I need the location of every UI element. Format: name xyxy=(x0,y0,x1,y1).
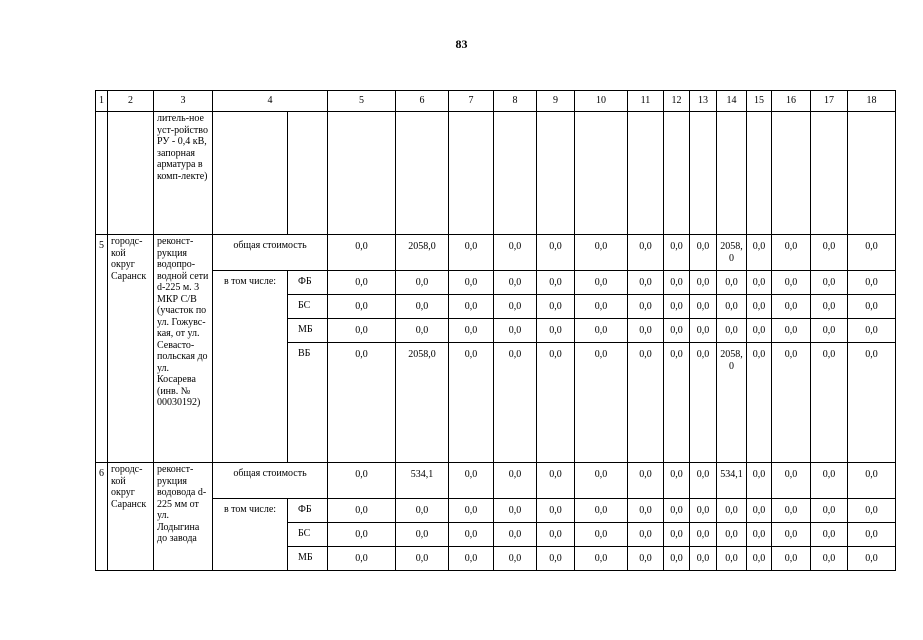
value-cell: 0,0 xyxy=(494,523,537,547)
source-row xyxy=(96,499,896,523)
value-cell: 0,0 xyxy=(772,463,811,499)
value-cell: 0,0 xyxy=(328,295,396,319)
funding-source-label: ФБ xyxy=(288,499,328,523)
empty-cell xyxy=(213,112,288,235)
continuation-row xyxy=(96,112,896,235)
value-cell: 0,0 xyxy=(747,235,772,271)
value-cell: 0,0 xyxy=(494,547,537,571)
value-cell: 0,0 xyxy=(396,319,449,343)
value-cell: 0,0 xyxy=(811,235,848,271)
value-cell: 0,0 xyxy=(811,319,848,343)
header-cell: 14 xyxy=(717,91,747,112)
value-cell: 0,0 xyxy=(494,271,537,295)
value-cell: 0,0 xyxy=(747,523,772,547)
value-cell: 0,0 xyxy=(575,523,628,547)
value-cell: 0,0 xyxy=(449,463,494,499)
value-cell: 0,0 xyxy=(848,235,896,271)
value-cell: 0,0 xyxy=(449,523,494,547)
value-cell: 0,0 xyxy=(537,463,575,499)
value-cell: 0,0 xyxy=(690,343,717,463)
value-cell: 0,0 xyxy=(664,463,690,499)
value-cell: 0,0 xyxy=(664,523,690,547)
value-cell: 0,0 xyxy=(628,343,664,463)
header-cell: 16 xyxy=(772,91,811,112)
header-cell: 1 xyxy=(96,91,108,112)
funding-source-label: МБ xyxy=(288,547,328,571)
value-cell: 2058,0 xyxy=(396,235,449,271)
value-cell: 0,0 xyxy=(575,499,628,523)
value-cell: 0,0 xyxy=(537,547,575,571)
value-cell: 0,0 xyxy=(575,235,628,271)
empty-cell xyxy=(848,112,896,235)
value-cell: 0,0 xyxy=(537,295,575,319)
value-cell: 0,0 xyxy=(628,499,664,523)
object-description: реконст-рукция водопро-водной сети d-225 м. 3 МКР С/В (участок по ул. Гожувс-кая, от ул. Севасто-польская до ул. Косарева (инв. № 00030192) xyxy=(154,235,213,463)
empty-cell xyxy=(108,112,154,235)
value-cell: 0,0 xyxy=(848,523,896,547)
header-cell: 4 xyxy=(213,91,328,112)
value-cell: 0,0 xyxy=(449,547,494,571)
value-cell: 0,0 xyxy=(811,499,848,523)
value-cell: 0,0 xyxy=(747,271,772,295)
value-cell: 0,0 xyxy=(537,523,575,547)
empty-cell xyxy=(717,112,747,235)
value-cell: 0,0 xyxy=(811,271,848,295)
value-cell: 0,0 xyxy=(494,463,537,499)
value-cell: 0,0 xyxy=(690,235,717,271)
value-cell: 0,0 xyxy=(811,523,848,547)
funding-source-label: ВБ xyxy=(288,343,328,463)
value-cell: 0,0 xyxy=(628,463,664,499)
municipality-cell: городс-кой округ Саранск xyxy=(108,463,154,571)
value-cell: 0,0 xyxy=(690,463,717,499)
value-cell: 0,0 xyxy=(449,499,494,523)
value-cell: 0,0 xyxy=(396,547,449,571)
funding-source-label: БС xyxy=(288,295,328,319)
empty-cell xyxy=(664,112,690,235)
object-description: литель-ное уст-ройство РУ - 0,4 кВ, запорная арматура в комп-лекте) xyxy=(154,112,213,235)
value-cell: 0,0 xyxy=(717,271,747,295)
value-cell: 0,0 xyxy=(772,235,811,271)
empty-cell xyxy=(449,112,494,235)
empty-cell xyxy=(772,112,811,235)
value-cell: 0,0 xyxy=(664,235,690,271)
value-cell: 0,0 xyxy=(328,463,396,499)
header-cell: 3 xyxy=(154,91,213,112)
header-cell: 9 xyxy=(537,91,575,112)
header-cell: 12 xyxy=(664,91,690,112)
value-cell: 0,0 xyxy=(328,547,396,571)
value-cell: 0,0 xyxy=(575,271,628,295)
value-cell: 0,0 xyxy=(449,343,494,463)
empty-cell xyxy=(328,112,396,235)
value-cell: 0,0 xyxy=(717,295,747,319)
empty-cell xyxy=(396,112,449,235)
funding-source-label: МБ xyxy=(288,319,328,343)
total-cost-label: общая стоимость xyxy=(213,463,328,499)
value-cell: 0,0 xyxy=(396,523,449,547)
value-cell: 0,0 xyxy=(772,271,811,295)
empty-cell xyxy=(811,112,848,235)
table-row xyxy=(96,235,896,271)
value-cell: 0,0 xyxy=(747,499,772,523)
value-cell: 0,0 xyxy=(848,271,896,295)
value-cell: 0,0 xyxy=(537,343,575,463)
value-cell: 0,0 xyxy=(690,499,717,523)
header-cell: 10 xyxy=(575,91,628,112)
value-cell: 0,0 xyxy=(537,499,575,523)
value-cell: 0,0 xyxy=(772,547,811,571)
value-cell: 0,0 xyxy=(664,271,690,295)
value-cell: 0,0 xyxy=(848,343,896,463)
empty-cell xyxy=(628,112,664,235)
value-cell: 0,0 xyxy=(494,319,537,343)
value-cell: 0,0 xyxy=(747,319,772,343)
value-cell: 0,0 xyxy=(690,319,717,343)
value-cell: 0,0 xyxy=(664,319,690,343)
value-cell: 0,0 xyxy=(772,319,811,343)
header-cell: 17 xyxy=(811,91,848,112)
value-cell: 0,0 xyxy=(690,547,717,571)
value-cell: 0,0 xyxy=(690,271,717,295)
value-cell: 0,0 xyxy=(747,547,772,571)
value-cell: 0,0 xyxy=(575,463,628,499)
value-cell: 0,0 xyxy=(575,295,628,319)
value-cell: 0,0 xyxy=(575,343,628,463)
value-cell: 0,0 xyxy=(328,499,396,523)
value-cell: 534,1 xyxy=(717,463,747,499)
value-cell: 0,0 xyxy=(328,319,396,343)
including-label: в том числе: xyxy=(213,499,288,571)
value-cell: 0,0 xyxy=(772,343,811,463)
header-cell: 15 xyxy=(747,91,772,112)
budget-table xyxy=(95,90,896,571)
municipality-cell: городс-кой округ Саранск xyxy=(108,235,154,463)
total-cost-label: общая стоимость xyxy=(213,235,328,271)
value-cell: 0,0 xyxy=(811,547,848,571)
value-cell: 0,0 xyxy=(811,295,848,319)
including-label: в том числе: xyxy=(213,271,288,463)
value-cell: 0,0 xyxy=(575,319,628,343)
value-cell: 0,0 xyxy=(811,463,848,499)
value-cell: 0,0 xyxy=(848,319,896,343)
header-cell: 5 xyxy=(328,91,396,112)
value-cell: 0,0 xyxy=(396,295,449,319)
value-cell: 0,0 xyxy=(848,547,896,571)
row-number: 6 xyxy=(96,463,108,571)
value-cell: 0,0 xyxy=(494,343,537,463)
value-cell: 0,0 xyxy=(772,499,811,523)
header-cell: 7 xyxy=(449,91,494,112)
value-cell: 0,0 xyxy=(537,235,575,271)
value-cell: 0,0 xyxy=(449,235,494,271)
value-cell: 2058,0 xyxy=(717,235,747,271)
value-cell: 0,0 xyxy=(494,235,537,271)
value-cell: 0,0 xyxy=(449,271,494,295)
value-cell: 0,0 xyxy=(628,271,664,295)
value-cell: 0,0 xyxy=(747,295,772,319)
page-number: 83 xyxy=(455,37,468,51)
value-cell: 0,0 xyxy=(494,295,537,319)
funding-source-label: ФБ xyxy=(288,271,328,295)
value-cell: 0,0 xyxy=(396,499,449,523)
value-cell: 0,0 xyxy=(717,319,747,343)
value-cell: 0,0 xyxy=(494,499,537,523)
value-cell: 0,0 xyxy=(628,235,664,271)
value-cell: 0,0 xyxy=(396,271,449,295)
empty-cell xyxy=(494,112,537,235)
value-cell: 0,0 xyxy=(772,523,811,547)
object-description: реконст-рукция водовода d-225 мм от ул. Лодыгина до завода xyxy=(154,463,213,571)
value-cell: 0,0 xyxy=(811,343,848,463)
header-cell: 6 xyxy=(396,91,449,112)
row-number: 5 xyxy=(96,235,108,463)
empty-cell xyxy=(537,112,575,235)
value-cell: 0,0 xyxy=(537,319,575,343)
value-cell: 0,0 xyxy=(537,271,575,295)
value-cell: 534,1 xyxy=(396,463,449,499)
empty-cell xyxy=(96,112,108,235)
value-cell: 0,0 xyxy=(747,463,772,499)
value-cell: 0,0 xyxy=(848,499,896,523)
table-row xyxy=(96,463,896,499)
value-cell: 0,0 xyxy=(449,295,494,319)
value-cell: 0,0 xyxy=(848,463,896,499)
value-cell: 0,0 xyxy=(664,295,690,319)
value-cell: 2058,0 xyxy=(396,343,449,463)
value-cell: 0,0 xyxy=(328,271,396,295)
value-cell: 2058,0 xyxy=(717,343,747,463)
value-cell: 0,0 xyxy=(628,523,664,547)
value-cell: 0,0 xyxy=(449,319,494,343)
value-cell: 0,0 xyxy=(628,295,664,319)
value-cell: 0,0 xyxy=(747,343,772,463)
value-cell: 0,0 xyxy=(664,343,690,463)
value-cell: 0,0 xyxy=(628,547,664,571)
value-cell: 0,0 xyxy=(717,547,747,571)
value-cell: 0,0 xyxy=(575,547,628,571)
value-cell: 0,0 xyxy=(690,523,717,547)
value-cell: 0,0 xyxy=(717,499,747,523)
header-cell: 2 xyxy=(108,91,154,112)
value-cell: 0,0 xyxy=(664,547,690,571)
value-cell: 0,0 xyxy=(772,295,811,319)
value-cell: 0,0 xyxy=(628,319,664,343)
value-cell: 0,0 xyxy=(717,523,747,547)
value-cell: 0,0 xyxy=(848,295,896,319)
empty-cell xyxy=(690,112,717,235)
header-cell: 18 xyxy=(848,91,896,112)
source-row xyxy=(96,271,896,295)
value-cell: 0,0 xyxy=(690,295,717,319)
value-cell: 0,0 xyxy=(328,523,396,547)
header-cell: 11 xyxy=(628,91,664,112)
value-cell: 0,0 xyxy=(328,343,396,463)
empty-cell xyxy=(747,112,772,235)
value-cell: 0,0 xyxy=(328,235,396,271)
empty-cell xyxy=(288,112,328,235)
table-header-row xyxy=(96,91,896,112)
value-cell: 0,0 xyxy=(664,499,690,523)
header-cell: 13 xyxy=(690,91,717,112)
header-cell: 8 xyxy=(494,91,537,112)
funding-source-label: БС xyxy=(288,523,328,547)
empty-cell xyxy=(575,112,628,235)
